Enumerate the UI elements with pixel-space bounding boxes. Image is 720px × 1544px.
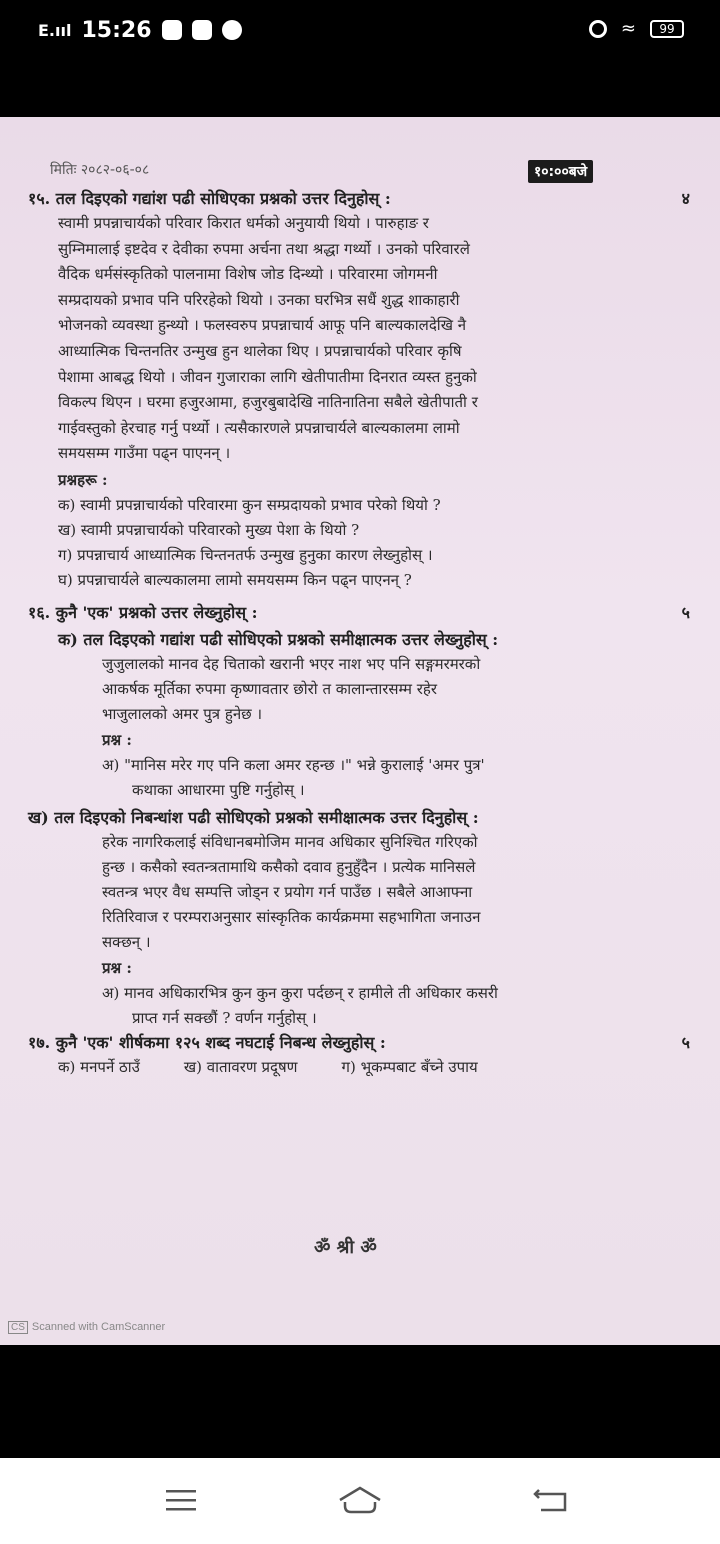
navigation-bar [0, 1458, 720, 1544]
passage-line: आकर्षक मूर्तिका रुपमा कृष्णावतार छोरो त कालान्तारसम्म रहेर [102, 679, 438, 698]
passage-line: गाईवस्तुको हेरचाह गर्नु पर्थ्यो । त्यसैकारणले प्रपन्नाचार्यले बाल्यकालमा लामो [58, 418, 460, 437]
time-badge: १०:००बजे [528, 160, 593, 183]
back-icon [531, 1486, 571, 1514]
clock: 15:26 [81, 17, 152, 43]
passage-line: हुन्छ । कसैको स्वतन्त्रतामाथि कसैको दवाव हुनुहुँदैन । प्रत्येक मानिसले [102, 857, 476, 876]
menu-button[interactable] [156, 1480, 206, 1520]
questions-label: प्रश्नहरू : [58, 470, 108, 489]
question-label: प्रश्न : [102, 958, 132, 977]
home-icon [337, 1484, 383, 1516]
question-17-mark: ५ [681, 1032, 690, 1052]
alarm-icon [589, 20, 607, 38]
flipboard-icon [162, 20, 182, 40]
wifi-icon: ≈ [620, 18, 636, 39]
question-16-mark: ५ [681, 602, 690, 622]
passage-line: रितिरिवाज र परम्पराअनुसार सांस्कृतिक कार्यक्रममा सहभागिता जनाउन [102, 907, 481, 926]
question-16-text: १६. कुनै 'एक' प्रश्नको उत्तर लेख्नुहोस् : [28, 602, 258, 622]
passage-line: भोजनको व्यवस्था हुन्थ्यो । फलस्वरुप प्रपन्नाचार्य आफू पनि बाल्यकालदेखि नै [58, 316, 467, 335]
passage-line: समयसम्म गाउँमा पढ्न पाएनन् । [58, 444, 231, 463]
passage-line: सुम्निमालाई इष्टदेव र देवीका रुपमा अर्चना तथा श्रद्धा गर्थ्यो । उनको परिवारले [58, 239, 470, 258]
passage-line: स्वतन्त्र भएर वैध सम्पत्ति जोड्न र प्रयोग गर्न पाउँछ । सबैले आआफ्ना [102, 882, 473, 901]
essay-option: ख) वातावरण प्रदूषण [183, 1057, 298, 1076]
passage-line: वैदिक धर्मसंस्कृतिको पालनामा विशेष जोड दिन्थ्यो । परिवारमा जोगमनी [58, 265, 438, 284]
battery-level: 99 [659, 21, 675, 36]
question-label: प्रश्न : [102, 730, 132, 749]
home-button[interactable] [335, 1480, 385, 1520]
essay-options [58, 1055, 696, 1080]
exam-date: मितिः २०८२-०६-०८ [50, 162, 150, 178]
passage-line: भाजुलालको अमर पुत्र हुनेछ । [102, 704, 263, 723]
question-item: क) स्वामी प्रपन्नाचार्यको परिवारमा कुन सम्प्रदायको प्रभाव परेको थियो ? [58, 495, 441, 514]
question-item: प्राप्त गर्न सक्छौं ? वर्णन गर्नुहोस् । [132, 1008, 317, 1027]
question-item: ग) प्रपन्नाचार्य आध्यात्मिक चिन्तनतर्फ उन्मुख हुनुका कारण लेख्नुहोस् । [58, 545, 433, 564]
passage-line: हरेक नागरिकलाई संविधानबमोजिम मानव अधिकार सुनिश्चित गरिएको [102, 832, 478, 851]
passage-line: विकल्प थिएन । घरमा हजुरआमा, हजुरबुबादेखि नातिनातिना सबैले खेतीपाती र [58, 393, 478, 412]
camscanner-watermark [8, 1321, 165, 1334]
question-item: घ) प्रपन्नाचार्यले बाल्यकालमा लामो समयसम्म किन पढ्न पाएनन् ? [58, 570, 412, 589]
question-16b-title: ख) तल दिइएको निबन्धांश पढी सोधिएको प्रश्नको समीक्षात्मक उत्तर दिनुहोस् : [28, 807, 479, 827]
menu-icon [166, 1488, 196, 1512]
passage-line: सक्छन् । [102, 932, 151, 951]
passage-line: सम्प्रदायको प्रभाव पनि परिरहेको थियो । उनका घरभित्र सधैं शुद्ध शाकाहारी [58, 290, 460, 309]
passage-line: आध्यात्मिक चिन्तनतिर उन्मुख हुन थालेका थिए । प्रपन्नाचार्यको परिवार कृषि [58, 341, 462, 360]
question-15-text: १५. तल दिइएको गद्यांश पढी सोधिएका प्रश्नको उत्तर दिनुहोस् : [28, 189, 391, 208]
essay-option: क) मनपर्ने ठाउँ [58, 1057, 140, 1076]
back-button[interactable] [526, 1480, 576, 1520]
viber-icon [222, 20, 242, 40]
question-15-passage [28, 211, 696, 467]
question-17-text: १७. कुनै 'एक' शीर्षकमा १२५ शब्द नघटाई निबन्ध लेख्नुहोस् : [28, 1032, 386, 1052]
question-item: ख) स्वामी प्रपन्नाचार्यको परिवारको मुख्य पेशा के थियो ? [58, 520, 360, 539]
passage-line: स्वामी प्रपन्नाचार्यको परिवार किरात धर्मको अनुयायी थियो । पारुहाङ र [58, 214, 429, 232]
scanned-document[interactable] [0, 117, 720, 1345]
camscanner-logo: CS [8, 1321, 28, 1334]
passage-line: पेशामा आबद्ध थियो । जीवन गुजाराका लागि खेतीपातीमा दिनरात व्यस्त हुनुको [58, 367, 477, 386]
question-item: कथाका आधारमा पुष्टि गर्नुहोस् । [132, 780, 305, 799]
question-16a-title: क) तल दिइएको गद्यांश पढी सोधिएको प्रश्नको समीक्षात्मक उत्तर लेख्नुहोस् : [58, 629, 499, 649]
question-15-title [28, 187, 696, 211]
question-item: अ) "मानिस मरेर गए पनि कला अमर रहन्छ ।" भन्ने कुरालाई 'अमर पुत्र' [102, 755, 485, 774]
question-15-mark: ४ [681, 189, 690, 208]
signal-indicator: E.ııl [38, 20, 72, 40]
question-item: अ) मानव अधिकारभित्र कुन कुन कुरा पर्दछन् र हामीले ती अधिकार कसरी [102, 983, 498, 1002]
passage-line: जुजुलालको मानव देह चिताको खरानी भएर नाश भए पनि सङ्गमरमरको [102, 654, 481, 673]
end-mark: ॐ श्री ॐ [314, 1237, 377, 1258]
question-16-title [28, 601, 696, 625]
document-body [28, 187, 696, 1080]
watermark-text: Scanned with CamScanner [31, 1321, 166, 1333]
status-bar [0, 0, 720, 60]
question-17-title [28, 1031, 696, 1055]
mail-icon [192, 20, 212, 40]
essay-option: ग) भूकम्पबाट बँच्ने उपाय [341, 1057, 478, 1076]
battery-icon [650, 20, 684, 38]
